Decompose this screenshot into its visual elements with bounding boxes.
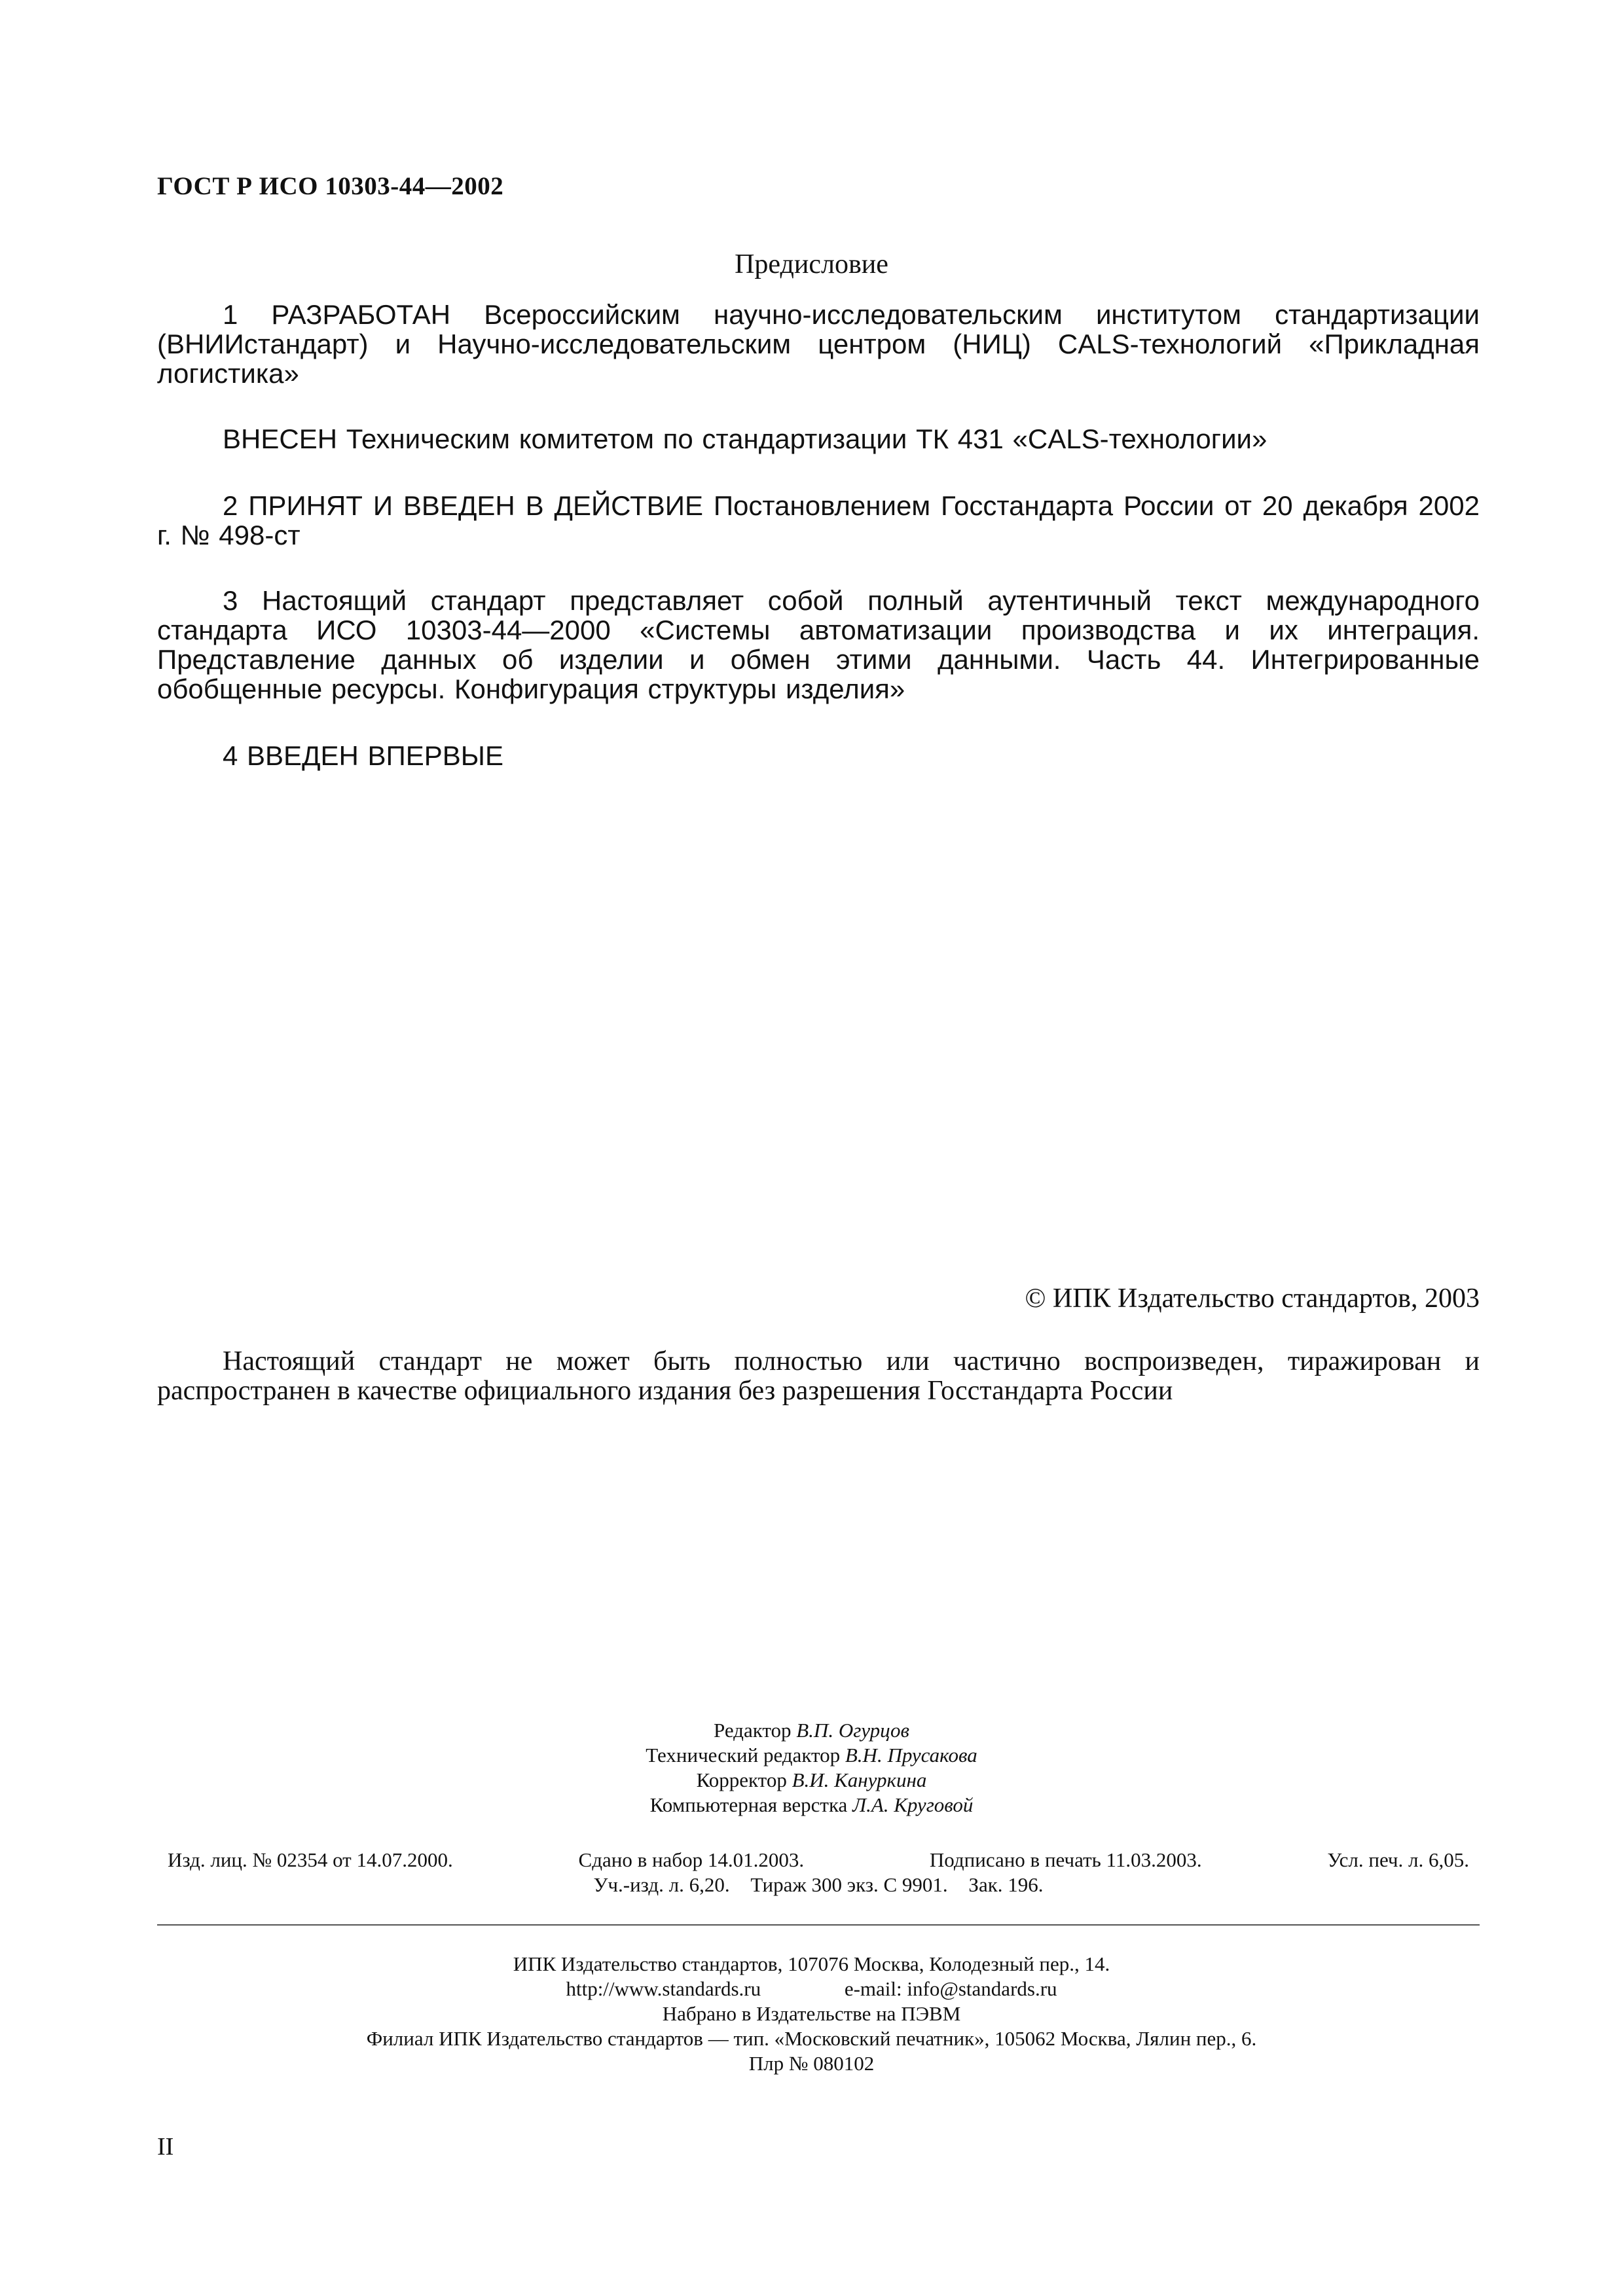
preface-item-1: 1 РАЗРАБОТАН Всероссийским научно-исследовательским институтом стандартизации (ВНИИстандарт) и Научно-исследовательским центром (НИЦ) CALS-технологий «Прикладная логистика» (157, 299, 1480, 389)
preface-item-2: 2 ПРИНЯТ И ВВЕДЕН В ДЕЙСТВИЕ Постановлением Госстандарта России от 20 декабря 2002 г. № 498-ст (157, 490, 1480, 550)
copyright-line: © ИПК Издательство стандартов, 2003 (1025, 1283, 1480, 1314)
preface-item-1-submitted: ВНЕСЕН Техническим комитетом по стандартизации ТК 431 «CALS-технологии» (223, 423, 1267, 454)
preface-item-3: 3 Настоящий стандарт представляет собой полный аутентичный текст международного стандарта ИСО 10303-44—2000 «Системы автоматизации производства и их интеграция. Представление данных об изделии и обмен этими данными. Часть 44. Интегрированные обобщенные ресурсы. Конфигурация структуры изделия» (157, 585, 1480, 704)
reproduction-notice: Настоящий стандарт не может быть полностью или частично воспроизведен, тиражирован и распространен в качестве официального издания без разрешения Госстандарта России (157, 1346, 1480, 1406)
typed-note: Набрано в Издательстве на ПЭВМ (662, 2002, 961, 2025)
page-number: II (157, 2133, 174, 2161)
credit-layout: Компьютерная верстка Л.А. Круговой (649, 1793, 974, 1816)
license-number: Изд. лиц. № 02354 от 14.07.2000. (168, 1848, 453, 1871)
plr-number: Плр № 080102 (748, 2052, 875, 2075)
divider-line (157, 1924, 1480, 1926)
publication-info (157, 1848, 1480, 1897)
credit-tech-editor: Технический редактор В.Н. Прусакова (646, 1744, 977, 1767)
circulation: Тираж 300 экз. С 9901. (750, 1873, 948, 1896)
print-sheets: Усл. печ. л. 6,05. (1327, 1848, 1469, 1871)
website-link[interactable]: http://www.standards.ru (566, 1977, 761, 2000)
web-contacts (0, 1977, 1623, 2001)
credit-proofreader: Корректор В.И. Кануркина (696, 1768, 927, 1791)
email-link[interactable]: e-mail: info@standards.ru (844, 1977, 1057, 2000)
printing-branch: Филиал ИПК Издательство стандартов — тип. «Московский печатник», 105062 Москва, Лялин пер., 6. (366, 2027, 1257, 2050)
publication-info-row-2 (157, 1873, 1480, 1897)
credit-editor: Редактор В.П. Огурцов (713, 1719, 909, 1742)
preface-title: Предисловие (735, 249, 888, 279)
address-block (0, 1952, 1623, 2076)
typeset-date: Сдано в набор 14.01.2003. (578, 1848, 805, 1871)
edition-sheets: Уч.-изд. л. 6,20. (593, 1873, 730, 1896)
preface-item-4: 4 ВВЕДЕН ВПЕРВЫЕ (223, 740, 503, 771)
credits-block (0, 1718, 1623, 1818)
publisher-address: ИПК Издательство стандартов, 107076 Москва, Колодезный пер., 14. (513, 1952, 1110, 1975)
publication-info-row-1 (157, 1848, 1480, 1873)
order-number: Зак. 196. (968, 1873, 1044, 1896)
document-header: ГОСТ Р ИСО 10303-44—2002 (157, 172, 504, 200)
signed-date: Подписано в печать 11.03.2003. (929, 1848, 1202, 1871)
